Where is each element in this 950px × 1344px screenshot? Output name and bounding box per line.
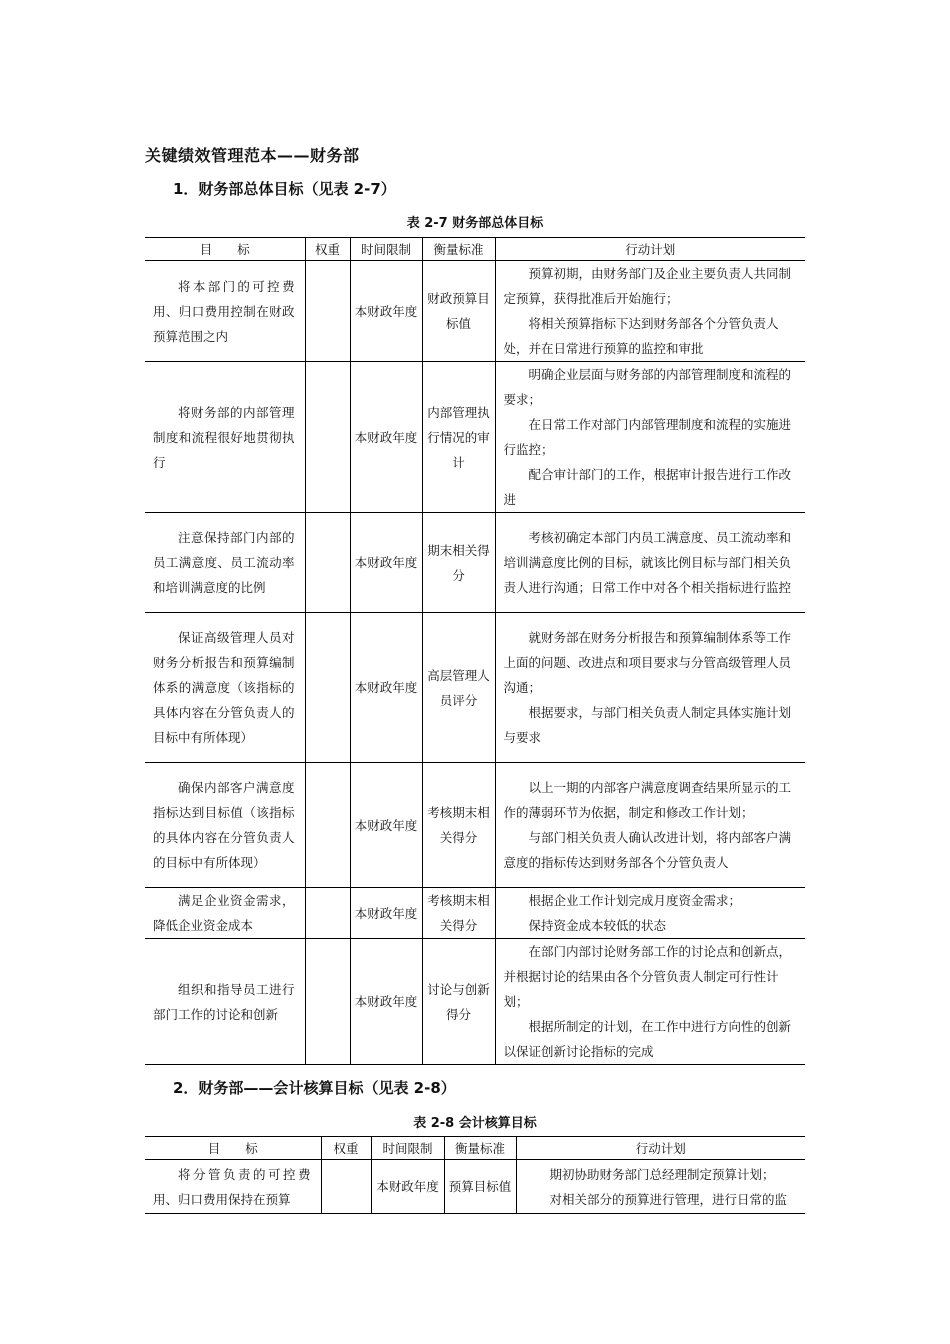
goal-cell <box>145 939 305 1065</box>
action-plan-item: 预算初期，由财务部门及企业主要负责人共同制定预算，获得批准后开始施行； <box>503 266 792 306</box>
goal-cell <box>145 1160 321 1214</box>
action-plan-item: 根据所制定的计划，在工作中进行方向性的创新以保证创新讨论指标的完成 <box>503 1019 792 1059</box>
action-plan-item: 根据要求，与部门相关负责人制定具体实施计划与要求 <box>503 705 792 745</box>
page-title: 关键绩效管理范本——财务部 <box>145 146 360 165</box>
action-plan-item: 将相关预算指标下达到财务部各个分管负责人处，并在日常进行预算的监控和审批 <box>503 316 779 356</box>
action-plan-item: 在部门内部讨论财务部工作的讨论点和创新点，并根据讨论的结果由各个分管负责人制定可行性计划； <box>503 944 792 1009</box>
table-header-row <box>145 1137 805 1160</box>
goal-text: 将财务部的内部管理制度和流程很好地贯彻执行 <box>153 404 295 470</box>
measure-cell: 预算目标值 <box>444 1160 516 1214</box>
goal-cell <box>145 362 305 513</box>
time-limit-cell: 本财政年度 <box>350 888 422 939</box>
goal-cell <box>145 763 305 888</box>
goals-table-2-8 <box>145 1136 805 1214</box>
table-header-row <box>145 238 805 261</box>
measure-cell: 讨论与创新得分 <box>422 939 495 1065</box>
header-plan: 行动计划 <box>495 238 805 261</box>
action-plan-item: 保持资金成本较低的状态 <box>528 918 667 933</box>
action-plan-item: 对相关部分的预算进行管理，进行日常的监 <box>549 1191 788 1207</box>
goal-cell <box>145 261 305 362</box>
weight-cell <box>321 1160 371 1214</box>
table-row <box>145 362 805 513</box>
table-row <box>145 261 805 362</box>
action-plan-cell <box>495 888 805 939</box>
table-caption-2-8: 表 2-8 会计核算目标 <box>413 1116 537 1131</box>
weight-cell <box>305 613 350 763</box>
time-limit-cell: 本财政年度 <box>350 939 422 1065</box>
weight-cell <box>305 513 350 613</box>
header-goal: 目 标 <box>145 1137 321 1160</box>
measure-cell: 考核期末相关得分 <box>422 763 495 888</box>
measure-cell: 考核期末相关得分 <box>422 888 495 939</box>
goal-cell <box>145 888 305 939</box>
action-plan-item: 就财务部在财务分析报告和预算编制体系等工作上面的问题、改进点和项目要求与分管高级管理人员沟通； <box>503 630 792 695</box>
time-limit-cell: 本财政年度 <box>350 362 422 513</box>
action-plan-item: 与部门相关负责人确认改进计划，将内部客户满意度的指标传达到财务部各个分管负责人 <box>503 830 792 870</box>
action-plan-cell <box>516 1160 805 1214</box>
goal-text: 将本部门的可控费用、归口费用控制在财政预算范围之内 <box>153 278 295 344</box>
goal-text: 确保内部客户满意度指标达到目标值（该指标的具体内容在分管负责人的目标中有所体现） <box>153 780 295 870</box>
time-limit-cell: 本财政年度 <box>350 613 422 763</box>
weight-cell <box>305 763 350 888</box>
action-plan-item: 在日常工作对部门内部管理制度和流程的实施进行监控； <box>503 417 792 457</box>
header-measure: 衡量标准 <box>422 238 495 261</box>
action-plan-cell <box>495 613 805 763</box>
header-weight: 权重 <box>305 238 350 261</box>
measure-cell: 高层管理人员评分 <box>422 613 495 763</box>
action-plan-item: 以上一期的内部客户满意度调查结果所显示的工作的薄弱环节为依据，制定和修改工作计划； <box>503 780 792 820</box>
time-limit-cell: 本财政年度 <box>350 763 422 888</box>
measure-cell: 财政预算目标值 <box>422 261 495 362</box>
goal-text: 组织和指导员工进行部门工作的讨论和创新 <box>153 981 295 1022</box>
goal-cell <box>145 613 305 763</box>
action-plan-item: 明确企业层面与财务部的内部管理制度和流程的要求； <box>503 367 792 407</box>
measure-cell: 内部管理执行情况的审计 <box>422 362 495 513</box>
goal-text: 注意保持部门内部的员工满意度、员工流动率和培训满意度的比例 <box>153 530 295 595</box>
header-measure: 衡量标准 <box>444 1137 516 1160</box>
weight-cell <box>305 888 350 939</box>
weight-cell <box>305 261 350 362</box>
weight-cell <box>305 362 350 513</box>
header-weight: 权重 <box>321 1137 371 1160</box>
table-row <box>145 888 805 939</box>
table-row <box>145 763 805 888</box>
action-plan-cell <box>495 763 805 888</box>
table-row <box>145 513 805 613</box>
table-row <box>145 939 805 1065</box>
header-plan: 行动计划 <box>516 1137 805 1160</box>
time-limit-cell: 本财政年度 <box>350 261 422 362</box>
table-caption-2-7: 表 2-7 财务部总体目标 <box>406 216 544 231</box>
header-time: 时间限制 <box>371 1137 444 1160</box>
weight-cell <box>305 939 350 1065</box>
goals-table-2-7 <box>145 237 805 1065</box>
section-heading-1: 1．财务部总体目标（见表 2-7） <box>173 180 396 198</box>
action-plan-item: 期初协助财务部门总经理制定预算计划； <box>549 1166 775 1182</box>
action-plan-cell <box>495 513 805 613</box>
header-goal: 目 标 <box>145 238 305 261</box>
goal-text: 将分管负责的可控费用、归口费用保持在预算 <box>153 1166 311 1207</box>
goal-text: 保证高级管理人员对财务分析报告和预算编制体系的满意度（该指标的具体内容在分管负责人的目标中有所体现） <box>153 630 295 745</box>
time-limit-cell: 本财政年度 <box>350 513 422 613</box>
goal-cell <box>145 513 305 613</box>
action-plan-item: 考核初确定本部门内员工满意度、员工流动率和培训满意度比例的目标，就该比例目标与部门相关负责人进行沟通；日常工作中对各个相关指标进行监控 <box>503 530 792 595</box>
action-plan-item: 根据企业工作计划完成月度资金需求； <box>528 893 742 908</box>
action-plan-cell <box>495 939 805 1065</box>
action-plan-cell <box>495 261 805 362</box>
table-row <box>145 613 805 763</box>
time-limit-cell: 本财政年度 <box>371 1160 444 1214</box>
goal-text: 满足企业资金需求，降低企业资金成本 <box>153 893 295 933</box>
measure-cell: 期末相关得分 <box>422 513 495 613</box>
table-row <box>145 1160 805 1214</box>
section-heading-2: 2．财务部——会计核算目标（见表 2-8） <box>173 1079 456 1097</box>
header-time: 时间限制 <box>350 238 422 261</box>
action-plan-item: 配合审计部门的工作，根据审计报告进行工作改进 <box>503 467 792 507</box>
action-plan-cell <box>495 362 805 513</box>
